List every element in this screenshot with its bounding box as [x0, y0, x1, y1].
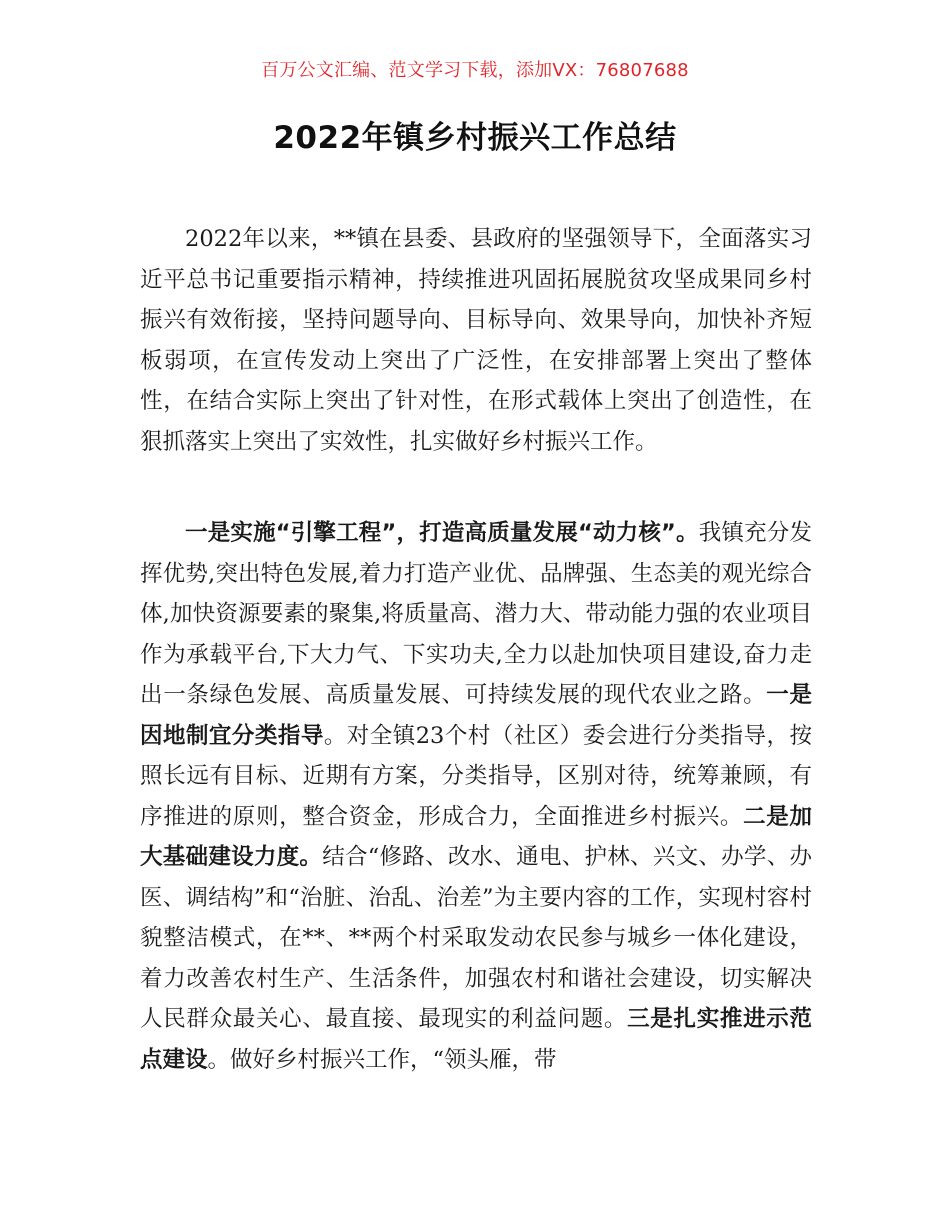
subpoint-two-text: 结合“修路、改水、通电、护林、兴文、办学、办医、调结构”和“治脏、治乱、治差”为主要内容的工作，实现村容村貌整洁模式，在**、**两个村采取发动农民参与城乡一体化建设，着力改善农村生产、生活条件，加强农村和谐社会建设，切实解决人民群众最关心、最直接、最现实的利益问题。 — [140, 844, 812, 1032]
intro-paragraph: 2022年以来，**镇在县委、县政府的坚强领导下，全面落实习近平总书记重要指示精神，持续推进巩固拓展脱贫攻坚成果同乡村振兴有效衔接，坚持问题导向、目标导向、效果导向，加快补齐短板弱项，在宣传发动上突出了广泛性，在安排部署上突出了整体性，在结合实际上突出了针对性，在形式载体上突出了创造性，在狠抓落实上突出了实效性，扎实做好乡村振兴工作。 — [140, 226, 812, 455]
section-one-text: 我镇充分发挥优势,突出特色发展,着力打造产业优、品牌强、生态美的观光综合体,加快资源要素的聚集,将质量高、潜力大、带动能力强的农业项目作为承载平台,下大力气、下实功夫,全力以赴加快项目建设,奋力走出一条绿色发展、高质量发展、可持续发展的现代农业之路。 — [140, 520, 812, 708]
subpoint-three-text: 。做好乡村振兴工作，“领头雁，带 — [207, 1046, 557, 1073]
subpoint-one-text: 。对全镇23个村（社区）委会进行分类指导，按照长远有目标、近期有方案，分类指导，区别对待，统筹兼顾，有序推进的原则，整合资金，形成合力，全面推进乡村振兴。 — [140, 722, 812, 830]
document-title: 2022年镇乡村振兴工作总结 — [273, 120, 677, 156]
download-notice: 百万公文汇编、范文学习下载，添加VX：76807688 — [261, 60, 689, 81]
intro-paragraph-block — [140, 219, 812, 462]
section-one-heading: 一是实施“引擎工程”，打造高质量发展“动力核”。 — [185, 520, 699, 546]
subpoint-two-heading: 二是加大基础建设力度。 — [140, 803, 812, 870]
section-one-block — [140, 513, 812, 1080]
subpoint-one-heading: 一是因地制宜分类指导 — [140, 682, 812, 749]
section-one-paragraph — [140, 513, 812, 1080]
subpoint-three-heading: 三是扎实推进示范点建设 — [140, 1006, 812, 1073]
